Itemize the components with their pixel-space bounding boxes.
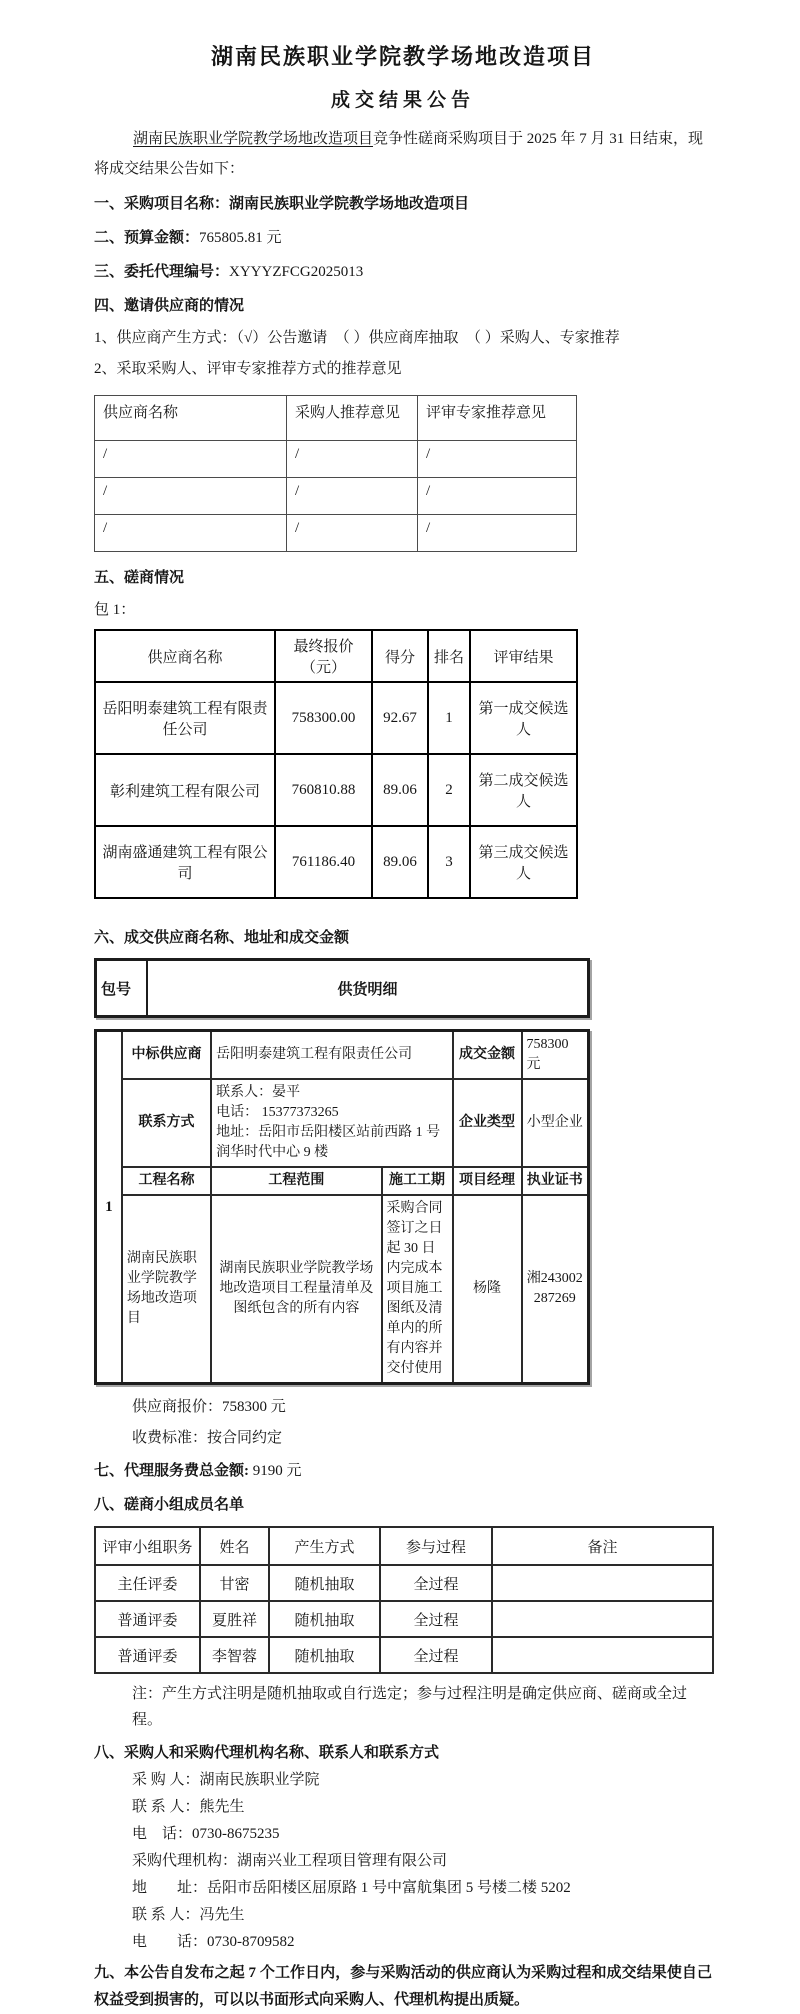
project-name-cell: 湖南民族职业学院教学场地改造项目 [122, 1195, 211, 1384]
column-header-panel-role: 评审小组职务 [95, 1527, 200, 1565]
contact-address-line: 地址：岳阳市岳阳楼区站前西路 1 号润华时代中心 9 楼 [216, 1125, 441, 1160]
participation-cell: 全过程 [380, 1601, 492, 1637]
panel-member-table [94, 1526, 714, 1674]
panel-role-cell: 普通评委 [95, 1601, 200, 1637]
final-quote-cell: 758300.00 [275, 682, 372, 754]
table-row [95, 1601, 713, 1637]
section-1-line [94, 191, 712, 218]
recommendation-intro-line: 2、采取采购人、评审专家推荐方式的推荐意见 [94, 361, 402, 377]
score-cell: 89.06 [372, 826, 428, 898]
document-title: 湖南民族职业学院教学场地改造项目 [210, 44, 595, 69]
sub-header-row [96, 1167, 589, 1195]
contact-person-line: 联系人：晏平 [216, 1085, 301, 1100]
section-3-line [94, 259, 712, 286]
table-row [95, 754, 577, 826]
winner-name-cell: 岳阳明泰建筑工程有限责任公司 [211, 1031, 452, 1080]
table-row [95, 515, 577, 552]
supplier-name-cell: 岳阳明泰建筑工程有限责任公司 [95, 682, 275, 754]
license-header-cell: 执业证书 [522, 1167, 589, 1195]
participation-cell: 全过程 [380, 1637, 492, 1673]
member-name-cell: 李智蓉 [200, 1637, 269, 1673]
participation-cell: 全过程 [380, 1565, 492, 1601]
buyer-line: 采 购 人：湖南民族职业学院 [132, 1772, 320, 1788]
project-name-underlined: 湖南民族职业学院教学场地改造项目 [133, 131, 374, 147]
section-8-contacts-heading: 八、采购人和采购代理机构名称、联系人和联系方式 [94, 1745, 440, 1761]
section-5-heading: 五、磋商情况 [94, 570, 185, 586]
agency-reference-number: XYYYZFCG2025013 [229, 264, 364, 280]
section-7-label: 七、代理服务费总金额: [94, 1463, 249, 1479]
panel-role-cell: 主任评委 [95, 1565, 200, 1601]
contact-phone-line: 电话： 15377373265 [216, 1105, 339, 1120]
supplier-name-cell: 彰利建筑工程有限公司 [95, 754, 275, 826]
supplier-name-cell: 湖南盛通建筑工程有限公司 [95, 826, 275, 898]
document-subtitle: 成交结果公告 [330, 90, 475, 111]
agency-fee-amount: 9190 元 [252, 1463, 302, 1479]
cell: / [287, 478, 418, 515]
enterprise-type-value-cell: 小型企业 [522, 1079, 589, 1167]
table-row [95, 682, 577, 754]
column-header-selection-method: 产生方式 [269, 1527, 380, 1565]
column-header-final-quote: 最终报价（元） [275, 630, 372, 682]
remarks-cell [492, 1601, 713, 1637]
selection-method-cell: 随机抽取 [269, 1601, 380, 1637]
cell: / [287, 515, 418, 552]
column-header-participation: 参与过程 [380, 1527, 492, 1565]
table-header-row [96, 960, 589, 1017]
section-1-label: 一、采购项目名称： [94, 196, 230, 212]
amount-value-cell: 758300 元 [522, 1031, 589, 1080]
agency-line: 采购代理机构：湖南兴业工程项目管理有限公司 [132, 1853, 448, 1869]
project-name-header-cell: 工程名称 [122, 1167, 211, 1195]
project-manager-header-cell: 项目经理 [453, 1167, 522, 1195]
winner-label-cell: 中标供应商 [122, 1031, 211, 1080]
note-line: 注：产生方式注明是随机抽取或自行选定；参与过程注明是确定供应商、磋商或全过程。 [132, 1686, 688, 1728]
buyer-contact-line: 联 系 人：熊先生 [132, 1799, 245, 1815]
supply-detail-header-cell: 供货明细 [147, 960, 589, 1017]
supplier-quote-line: 供应商报价：758300 元 [132, 1399, 286, 1415]
challenge-notice-paragraph: 九、本公告自发布之起 7 个工作日内，参与采购活动的供应商认为采购过程和成交结果使自己权益受到损害的，可以以书面形式向采购人、代理机构提出质疑。 [94, 1965, 712, 2008]
intro-paragraph [94, 124, 712, 184]
column-header-buyer-opinion: 采购人推荐意见 [287, 396, 418, 441]
section-8-panel-heading: 八、磋商小组成员名单 [94, 1497, 245, 1513]
package-number-cell: 1 [96, 1031, 122, 1384]
table-row [95, 1637, 713, 1673]
selection-method-cell: 随机抽取 [269, 1565, 380, 1601]
intro-rest-text: 竞争性磋商采购项目于 2025 年 7 月 31 日结束，现将成交结果公告如下： [94, 131, 704, 177]
supplier-method-line: 1、供应商产生方式：（√）公告邀请 （ ）供应商库抽取 （ ）采购人、专家推荐 [94, 330, 620, 346]
review-result-cell: 第一成交候选人 [470, 682, 577, 754]
agency-phone-line: 电 话：0730-8709582 [132, 1934, 295, 1950]
contact-label-cell: 联系方式 [122, 1079, 211, 1167]
project-scope-cell: 湖南民族职业学院教学场地改造项目工程量清单及图纸包含的所有内容 [211, 1195, 381, 1384]
member-name-cell: 甘密 [200, 1565, 269, 1601]
agency-address-line: 地 址：岳阳市岳阳楼区屈原路 1 号中富航集团 5 号楼二楼 5202 [132, 1880, 571, 1896]
enterprise-type-label-cell: 企业类型 [453, 1079, 522, 1167]
selection-method-cell: 随机抽取 [269, 1637, 380, 1673]
rank-cell: 3 [428, 826, 470, 898]
table-row [95, 478, 577, 515]
winner-row [96, 1031, 589, 1080]
remarks-cell [492, 1565, 713, 1601]
section-4-heading: 四、邀请供应商的情况 [94, 298, 245, 314]
cell: / [418, 441, 577, 478]
package-label: 包 1： [94, 602, 136, 618]
cell: / [287, 441, 418, 478]
award-detail-table [94, 1029, 590, 1385]
agency-contact-line: 联 系 人：冯先生 [132, 1907, 245, 1923]
rank-cell: 2 [428, 754, 470, 826]
review-result-cell: 第三成交候选人 [470, 826, 577, 898]
column-header-remarks: 备注 [492, 1527, 713, 1565]
package-number-header-cell: 包号 [96, 960, 148, 1017]
table-row [95, 1565, 713, 1601]
recommendation-table [94, 395, 577, 552]
column-header-name: 姓名 [200, 1527, 269, 1565]
review-result-cell: 第二成交候选人 [470, 754, 577, 826]
cell: / [418, 478, 577, 515]
cell: / [95, 478, 287, 515]
column-header-expert-opinion: 评审专家推荐意见 [418, 396, 577, 441]
construction-period-header-cell: 施工工期 [382, 1167, 453, 1195]
section-3-label: 三、委托代理编号： [94, 264, 230, 280]
section-2-label: 二、预算金额： [94, 230, 200, 246]
project-manager-cell: 杨隆 [453, 1195, 522, 1384]
table-row [95, 441, 577, 478]
rank-cell: 1 [428, 682, 470, 754]
table-row [95, 826, 577, 898]
score-cell: 92.67 [372, 682, 428, 754]
final-quote-cell: 760810.88 [275, 754, 372, 826]
section-6-heading: 六、成交供应商名称、地址和成交金额 [94, 930, 350, 946]
final-quote-cell: 761186.40 [275, 826, 372, 898]
column-header-rank: 排名 [428, 630, 470, 682]
column-header-score: 得分 [372, 630, 428, 682]
license-number-cell: 湘243002287269 [522, 1195, 589, 1384]
column-header-review-result: 评审结果 [470, 630, 577, 682]
column-header-supplier-name: 供应商名称 [95, 630, 275, 682]
buyer-phone-line: 电 话：0730-8675235 [132, 1826, 280, 1842]
sub-value-row [96, 1195, 589, 1384]
remarks-cell [492, 1637, 713, 1673]
contact-info-cell [211, 1079, 452, 1167]
project-scope-header-cell: 工程范围 [211, 1167, 381, 1195]
panel-role-cell: 普通评委 [95, 1637, 200, 1673]
section-7-line [94, 1458, 712, 1485]
table-header-row [95, 396, 577, 441]
column-header-supplier-name: 供应商名称 [95, 396, 287, 441]
budget-amount: 765805.81 元 [199, 230, 282, 246]
construction-period-cell: 采购合同签订之日起 30 日内完成本项目施工图纸及清单内的所有内容并交付使用 [382, 1195, 453, 1384]
negotiation-result-table [94, 629, 578, 899]
fee-standard-line: 收费标准：按合同约定 [132, 1430, 283, 1446]
score-cell: 89.06 [372, 754, 428, 826]
section-2-line [94, 225, 712, 252]
cell: / [418, 515, 577, 552]
supply-detail-header-table [94, 958, 590, 1018]
cell: / [95, 515, 287, 552]
cell: / [95, 441, 287, 478]
table-header-row [95, 1527, 713, 1565]
member-name-cell: 夏胜祥 [200, 1601, 269, 1637]
contact-row [96, 1079, 589, 1167]
section-1-value: 湖南民族职业学院教学场地改造项目 [229, 196, 470, 212]
table-header-row [95, 630, 577, 682]
amount-label-cell: 成交金额 [453, 1031, 522, 1080]
